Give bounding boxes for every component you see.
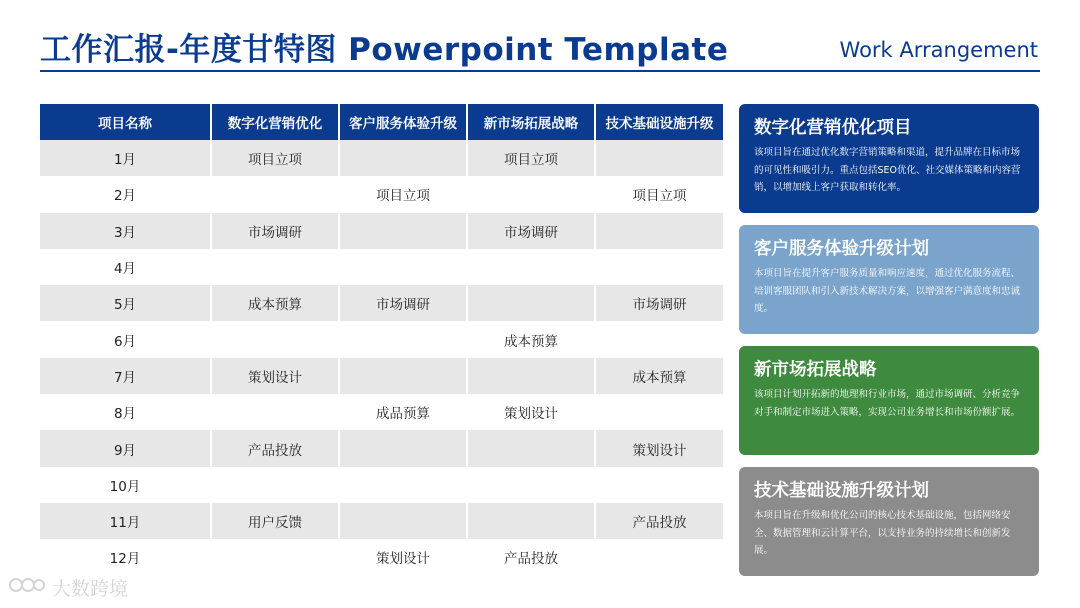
table-cell: 项目立项 bbox=[210, 140, 338, 176]
table-cell: 1月 bbox=[40, 140, 210, 176]
card-tech-infrastructure bbox=[739, 467, 1039, 576]
card-title: 技术基础设施升级计划 bbox=[754, 481, 929, 501]
gantt-table bbox=[40, 104, 723, 576]
table-cell: 产品投放 bbox=[466, 539, 594, 575]
card-title: 客户服务体验升级计划 bbox=[754, 239, 929, 259]
column-header: 客户服务体验升级 bbox=[338, 104, 466, 140]
table-row bbox=[40, 285, 723, 321]
table-cell bbox=[210, 539, 338, 575]
table-cell: 11月 bbox=[40, 503, 210, 539]
table-cell: 12月 bbox=[40, 539, 210, 575]
table-cell bbox=[210, 176, 338, 212]
table-cell: 产品投放 bbox=[594, 503, 723, 539]
table-cell: 策划设计 bbox=[594, 430, 723, 466]
card-body: 本项目旨在提升客户服务质量和响应速度，通过优化服务流程、培训客服团队和引入新技术解决方案，以增强客户满意度和忠诚度。 bbox=[754, 268, 1021, 314]
table-cell: 用户反馈 bbox=[210, 503, 338, 539]
table-cell bbox=[466, 176, 594, 212]
page-title: 工作汇报-年度甘特图 Powerpoint Template bbox=[40, 32, 729, 68]
table-cell: 4月 bbox=[40, 249, 210, 285]
table-cell: 3月 bbox=[40, 213, 210, 249]
column-header: 数字化营销优化 bbox=[210, 104, 338, 140]
table-row bbox=[40, 430, 723, 466]
card-body: 该项目计划开拓新的地理和行业市场，通过市场调研、分析竞争对手和制定市场进入策略，实现公司业务增长和市场份额扩展。 bbox=[754, 389, 1021, 418]
table-cell bbox=[338, 213, 466, 249]
table-cell bbox=[594, 394, 723, 430]
header-divider bbox=[40, 70, 1040, 72]
table-row bbox=[40, 249, 723, 285]
table-cell bbox=[466, 285, 594, 321]
table-cell: 7月 bbox=[40, 358, 210, 394]
card-title: 数字化营销优化项目 bbox=[754, 118, 912, 138]
table-cell bbox=[594, 140, 723, 176]
column-header: 技术基础设施升级 bbox=[594, 104, 723, 140]
table-cell bbox=[466, 249, 594, 285]
card-new-market bbox=[739, 346, 1039, 455]
table-cell: 成品预算 bbox=[338, 394, 466, 430]
table-cell: 项目立项 bbox=[594, 176, 723, 212]
table-cell bbox=[338, 321, 466, 357]
table-cell bbox=[594, 467, 723, 503]
table-row bbox=[40, 176, 723, 212]
table-cell: 项目立项 bbox=[466, 140, 594, 176]
table-cell bbox=[210, 321, 338, 357]
table-cell: 6月 bbox=[40, 321, 210, 357]
table-cell bbox=[338, 503, 466, 539]
table-cell bbox=[594, 213, 723, 249]
table-cell: 8月 bbox=[40, 394, 210, 430]
table-row bbox=[40, 358, 723, 394]
table-cell: 策划设计 bbox=[338, 539, 466, 575]
table-cell bbox=[338, 358, 466, 394]
table-cell bbox=[594, 249, 723, 285]
watermark-text: 大数跨境 bbox=[52, 578, 129, 600]
table-row bbox=[40, 394, 723, 430]
table-cell bbox=[594, 539, 723, 575]
page-subtitle: Work Arrangement bbox=[839, 38, 1038, 62]
table-cell bbox=[466, 358, 594, 394]
column-header: 新市场拓展战略 bbox=[466, 104, 594, 140]
card-body: 该项目旨在通过优化数字营销策略和渠道，提升品牌在目标市场的可见性和吸引力。重点包括SEO优化、社交媒体策略和内容营销，以增加线上客户获取和转化率。 bbox=[754, 147, 1021, 193]
table-cell: 成本预算 bbox=[466, 321, 594, 357]
column-header: 项目名称 bbox=[40, 104, 210, 140]
table-cell bbox=[466, 430, 594, 466]
table-row bbox=[40, 503, 723, 539]
table-row bbox=[40, 467, 723, 503]
table-row bbox=[40, 321, 723, 357]
watermark-logo bbox=[8, 574, 128, 601]
table-cell: 2月 bbox=[40, 176, 210, 212]
table-cell: 项目立项 bbox=[338, 176, 466, 212]
table-cell bbox=[338, 249, 466, 285]
table-row bbox=[40, 140, 723, 176]
table-cell: 10月 bbox=[40, 467, 210, 503]
card-customer-service bbox=[739, 225, 1039, 334]
card-digital-marketing bbox=[739, 104, 1039, 213]
table-header-row bbox=[40, 104, 723, 140]
table-cell: 成本预算 bbox=[210, 285, 338, 321]
card-title: 新市场拓展战略 bbox=[754, 360, 877, 380]
table-cell bbox=[594, 321, 723, 357]
table-cell: 策划设计 bbox=[466, 394, 594, 430]
table-cell: 市场调研 bbox=[594, 285, 723, 321]
table-cell bbox=[210, 249, 338, 285]
table-cell bbox=[210, 467, 338, 503]
table-cell: 市场调研 bbox=[466, 213, 594, 249]
table-cell bbox=[338, 140, 466, 176]
table-cell: 产品投放 bbox=[210, 430, 338, 466]
table-cell bbox=[466, 503, 594, 539]
card-body: 本项目旨在升级和优化公司的核心技术基础设施，包括网络安全、数据管理和云计算平台，以支持业务的持续增长和创新发展。 bbox=[754, 510, 1011, 556]
table-cell bbox=[338, 430, 466, 466]
table-cell: 成本预算 bbox=[594, 358, 723, 394]
table-cell: 市场调研 bbox=[210, 213, 338, 249]
table-cell: 9月 bbox=[40, 430, 210, 466]
table-row bbox=[40, 539, 723, 575]
table-cell bbox=[210, 394, 338, 430]
table-row bbox=[40, 213, 723, 249]
table-cell: 5月 bbox=[40, 285, 210, 321]
table-cell: 策划设计 bbox=[210, 358, 338, 394]
table-cell: 市场调研 bbox=[338, 285, 466, 321]
table-cell bbox=[338, 467, 466, 503]
logo-icon bbox=[8, 574, 46, 601]
table-cell bbox=[466, 467, 594, 503]
